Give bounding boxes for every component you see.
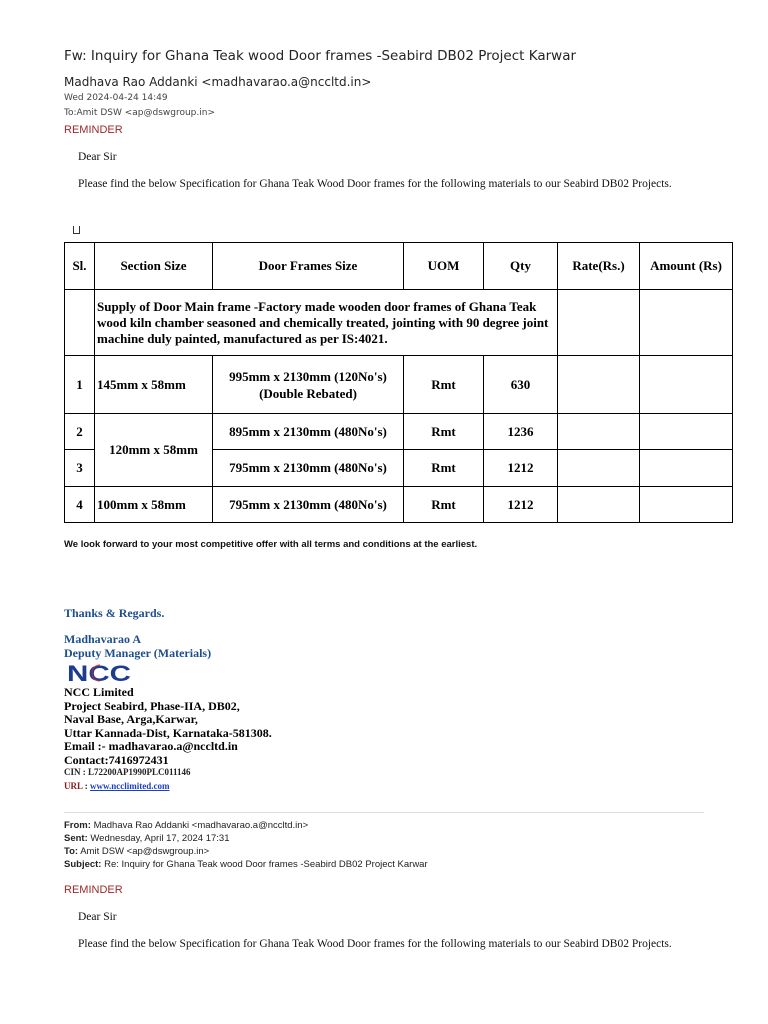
- table-row: [65, 414, 733, 450]
- greeting: Dear Sir: [78, 911, 117, 923]
- cell-qty: 1212: [484, 450, 558, 487]
- cell-qty: 1236: [484, 414, 558, 450]
- cell-frame: 995mm x 2130mm (120No's) (Double Rebated): [213, 356, 404, 414]
- signature-contact: Contact:7416972431: [64, 752, 169, 767]
- cell-frame: 795mm x 2130mm (480No's): [213, 450, 404, 487]
- header-sl: Sl.: [65, 243, 95, 290]
- forwarded-to: To: Amit DSW <ap@dswgroup.in>: [64, 846, 210, 857]
- forwarded-sent: Sent: Wednesday, April 17, 2024 17:31: [64, 833, 230, 844]
- cell-amount: [640, 450, 733, 487]
- header-amount: Amount (Rs): [640, 243, 733, 290]
- table-row: [65, 356, 733, 414]
- cell-qty: 630: [484, 356, 558, 414]
- cell-rate: [558, 414, 640, 450]
- address-line: Naval Base, Arga,Karwar,: [64, 712, 198, 726]
- signature-email: Email :- madhavarao.a@nccltd.in: [64, 739, 238, 753]
- cell-uom: Rmt: [404, 487, 484, 523]
- cin-number: CIN : L72200AP1990PLC011146: [64, 767, 191, 777]
- cell-uom: Rmt: [404, 450, 484, 487]
- company-name: NCC Limited: [64, 685, 134, 699]
- header-uom: UOM: [404, 243, 484, 290]
- intro-text: Please find the below Specification for Ghana Teak Wood Door frames for the following materials to our Seabird DB02 Projects.: [78, 938, 672, 950]
- signature-title: Deputy Manager (Materials): [64, 646, 212, 660]
- header-rate: Rate(Rs.): [558, 243, 640, 290]
- cell-section: 145mm x 58mm: [95, 356, 213, 414]
- specification-table: [64, 242, 733, 523]
- table-bottom-border: [686, 522, 733, 523]
- cell-qty: 1212: [484, 487, 558, 523]
- cell-sl: 3: [65, 450, 95, 487]
- forwarded-from: From: Madhava Rao Addanki <madhavarao.a@nccltd.in>: [64, 820, 309, 831]
- description-row: [65, 290, 733, 356]
- cell-amount: [640, 356, 733, 414]
- address-line: Uttar Kannada-Dist, Karnataka-581308.: [64, 725, 272, 740]
- closing-text: We look forward to your most competitive offer with all terms and conditions at the earliest.: [64, 539, 478, 550]
- table-bottom-border: [64, 522, 78, 523]
- cell-uom: Rmt: [404, 356, 484, 414]
- cell-frame: 895mm x 2130mm (480No's): [213, 414, 404, 450]
- cell-sl: 4: [65, 487, 95, 523]
- signature-address-block: [64, 686, 272, 767]
- signature-name: Madhavarao A: [64, 632, 142, 646]
- address-line: Project Seabird, Phase-IIA, DB02,: [64, 698, 240, 713]
- divider: [64, 812, 704, 813]
- greeting: Dear Sir: [78, 151, 117, 163]
- cell-sl: 2: [65, 414, 95, 450]
- reminder-label: REMINDER: [64, 124, 123, 136]
- website-link[interactable]: www.ncclimited.com: [90, 781, 170, 791]
- email-recipient: To:Amit DSW <ap@dswgroup.in>: [64, 108, 216, 118]
- table-row: [65, 487, 733, 523]
- cell-section: 100mm x 58mm: [95, 487, 213, 523]
- signature-thanks: Thanks & Regards.: [64, 606, 165, 620]
- table-header-row: [65, 243, 733, 290]
- ncc-logo: [66, 661, 132, 685]
- cell-rate: [558, 487, 640, 523]
- item-description: Supply of Door Main frame -Factory made wooden door frames of Ghana Teak wood kiln chamber seasoned and chemically treated, jointing with 90 degree joint machine duly painted, manufactured as per IS:4021.: [95, 290, 558, 356]
- url-label: URL: [64, 781, 83, 791]
- ncc-logo-text: NCC: [67, 661, 132, 685]
- broken-image-icon: [73, 226, 80, 234]
- header-qty: Qty: [484, 243, 558, 290]
- cell-uom: Rmt: [404, 414, 484, 450]
- header-door-frames-size: Door Frames Size: [213, 243, 404, 290]
- cell-frame: 795mm x 2130mm (480No's): [213, 487, 404, 523]
- cell-amount: [640, 414, 733, 450]
- email-date: Wed 2024-04-24 14:49: [64, 93, 168, 103]
- reminder-label: REMINDER: [64, 884, 123, 896]
- signature-url: URL : www.ncclimited.com: [64, 781, 170, 791]
- header-section-size: Section Size: [95, 243, 213, 290]
- cell-amount: [640, 487, 733, 523]
- intro-text: Please find the below Specification for Ghana Teak Wood Door frames for the following materials to our Seabird DB02 Projects.: [78, 178, 672, 190]
- email-sender[interactable]: Madhava Rao Addanki <madhavarao.a@nccltd.in>: [64, 75, 372, 89]
- forwarded-subject: Subject: Re: Inquiry for Ghana Teak wood Door frames -Seabird DB02 Project Karwar: [64, 859, 428, 870]
- cell-section: 120mm x 58mm: [95, 414, 213, 487]
- email-subject: Fw: Inquiry for Ghana Teak wood Door frames -Seabird DB02 Project Karwar: [64, 48, 577, 64]
- cell-rate: [558, 450, 640, 487]
- cell-sl: 1: [65, 356, 95, 414]
- cell-rate: [558, 356, 640, 414]
